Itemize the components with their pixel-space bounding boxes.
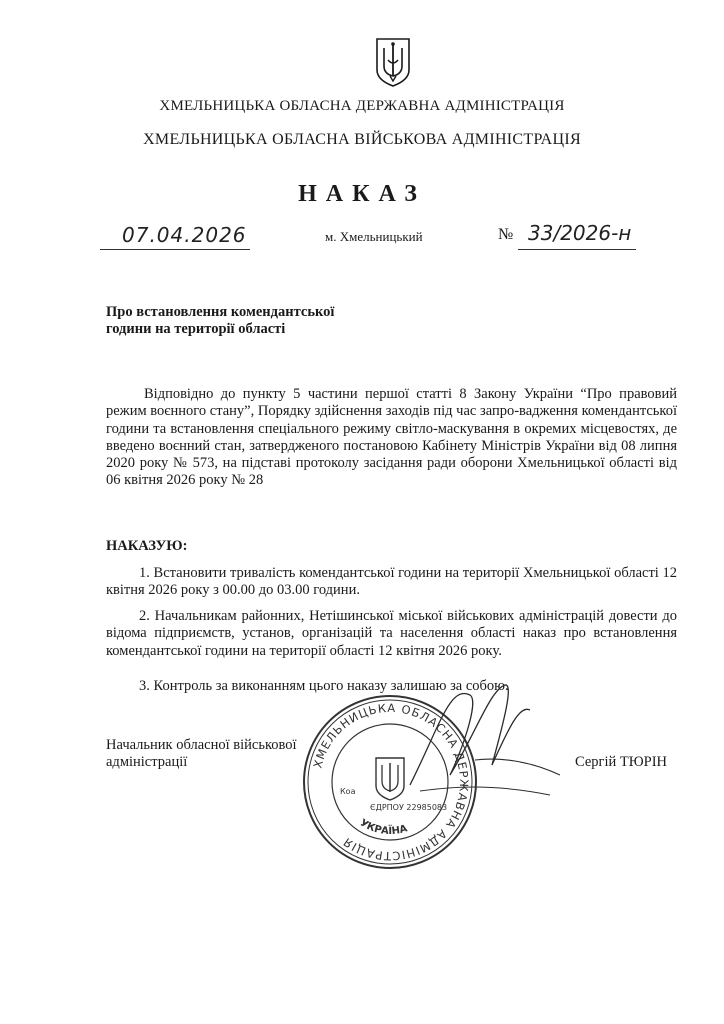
preamble-paragraph: Відповідно до пункту 5 частини першої статті 8 Закону України “Про правовий режим воєнного стану”, Порядку здійснення заходів під час запро-вадження комендантської години та встановлення спеціального режиму світло-маскування в окремих місцевостях, де введено воєнний стан, затвердженого постановою Кабінету Міністрів України від 08 липня 2020 року № 573, на підставі протоколу засідання ради оборони Хмельницької області від 06 квітня 2026 року № 28 — [106, 386, 677, 489]
number-prefix: № — [498, 226, 514, 243]
signatory-title-line-1: Начальник обласної військової — [106, 737, 297, 753]
seal-code: ЄДРПОУ 22985083 — [370, 803, 448, 812]
document-date: 07.04.2026 — [122, 223, 247, 247]
seal-koa: Коа — [340, 787, 356, 796]
signatory-title — [106, 737, 297, 771]
header-state-administration: ХМЕЛЬНИЦЬКА ОБЛАСНА ДЕРЖАВНА АДМІНІСТРАЦІЯ — [159, 98, 565, 114]
trident-icon — [374, 36, 412, 88]
order-item-3: 3. Контроль за виконанням цього наказу залишаю за собою. — [139, 678, 509, 694]
order-item-2: 2. Начальникам районних, Нетішинської міської військових адміністрацій довести до відома підприємств, установ, організацій та населення області наказ про встановлення комендантської години на території області 12 квітня 2026 року. — [106, 608, 677, 659]
number-field — [518, 223, 636, 250]
document-title: НАКАЗ — [298, 181, 426, 207]
signatory-title-line-2: адміністрації — [106, 754, 188, 770]
handwritten-signature — [380, 665, 570, 805]
document-number: 33/2026-н — [528, 221, 632, 245]
signatory-name: Сергій ТЮРІН — [575, 754, 668, 770]
subject-line-2: години на території області — [106, 321, 286, 337]
document-subject — [106, 304, 406, 338]
order-heading: НАКАЗУЮ: — [106, 538, 188, 554]
subject-line-1: Про встановлення комендантської — [106, 304, 335, 320]
header-military-administration: ХМЕЛЬНИЦЬКА ОБЛАСНА ВІЙСЬКОВА АДМІНІСТРАЦІЯ — [143, 131, 581, 148]
document-city: м. Хмельницький — [325, 229, 423, 244]
seal-outer-text: ХМЕЛЬНИЦЬКА ОБЛАСНА ДЕРЖАВНА АДМІНІСТРАЦІЯ — [310, 700, 472, 864]
seal-bottom-text: УКРАЇНА — [357, 817, 409, 838]
date-field — [100, 223, 250, 250]
order-item-1: 1. Встановити тривалість комендантської години на території Хмельницької області 12 квітня 2026 року з 00.00 до 03.00 години. — [106, 565, 677, 599]
